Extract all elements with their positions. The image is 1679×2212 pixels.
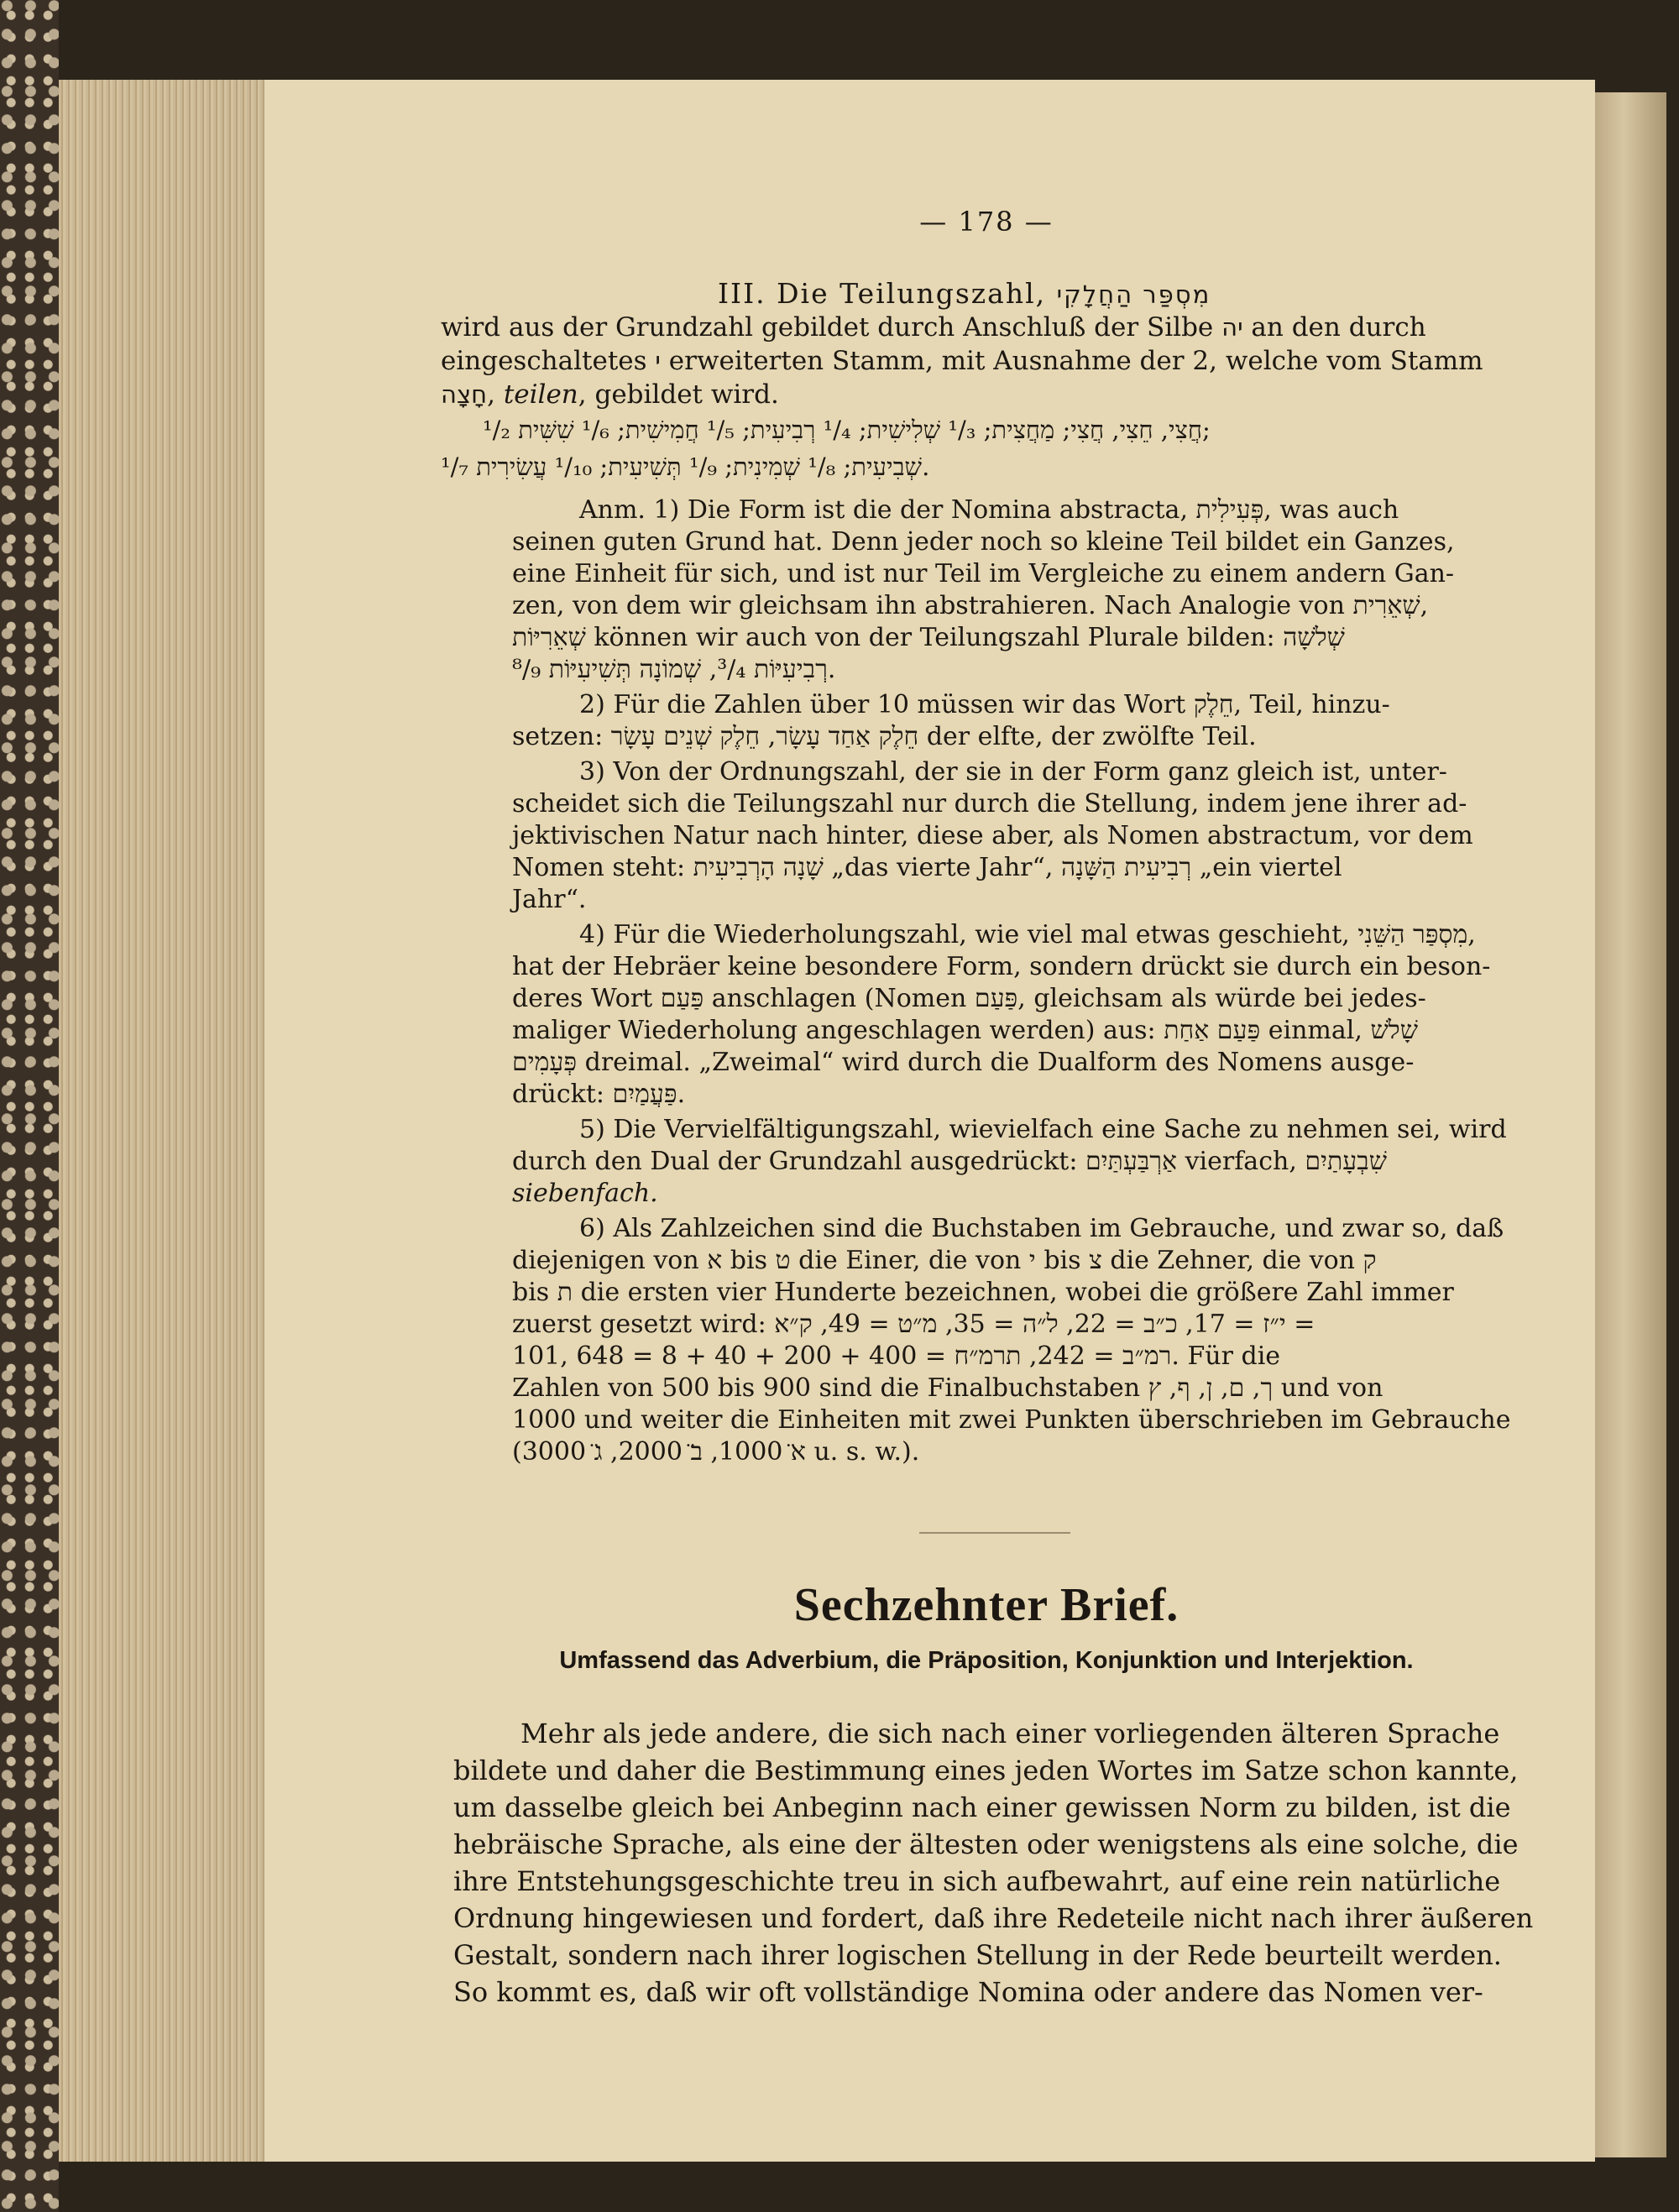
note-line: bis ת die ersten vier Hunderte bezeichnen, wobei die größere Zahl immer: [512, 1278, 1454, 1307]
body-line: So kommt es, daß wir oft vollständige Nomina oder andere das Nomen ver-: [453, 1976, 1483, 2008]
note-line: seinen guten Grund hat. Denn jeder noch so kleine Teil bildet ein Ganzes,: [512, 527, 1455, 557]
section-line: eingeschaltetes י erweiterten Stamm, mit Ausnahme der 2, welche vom Stamm: [441, 346, 1483, 376]
note-line: scheidet sich die Teilungszahl nur durch die Stellung, indem jene ihrer ad-: [512, 789, 1467, 818]
note-line: 2) Für die Zahlen über 10 müssen wir das Wort חֵלֶק, Teil, hinzu-: [579, 690, 1390, 719]
note-line: שְׁאֵרִיּוֹת können wir auch von der Teilungszahl Plurale bilden: שְׁלֹשָׁה: [512, 623, 1345, 652]
note-line: Zahlen von 500 bis 900 sind die Finalbuchstaben ך, ם, ן, ף, ץ und von: [512, 1373, 1383, 1403]
page-number: — 178 —: [919, 206, 1054, 238]
fraction-list: ¹/₇ שְׁבִיעִית; ¹/₈ שְׁמִינִית; ¹/₉ תְּשִׁיעִית; ¹/₁₀ עֲשִׂירִית.: [441, 452, 930, 481]
note-line: Jahr“.: [512, 885, 587, 914]
body-line: um dasselbe gleich bei Anbeginn nach einer gewissen Norm zu bilden, ist die: [453, 1791, 1511, 1823]
note-line: 6) Als Zahlzeichen sind die Buchstaben im Gebrauche, und zwar so, daß: [579, 1214, 1504, 1243]
note-line: 3) Von der Ordnungszahl, der sie in der Form ganz gleich ist, unter-: [579, 757, 1447, 787]
facing-page-edge: [1595, 92, 1666, 2157]
note-line: 4) Für die Wiederholungszahl, wie viel mal etwas geschieht, מִסְפַּר הַשֵּׁנִי,: [579, 920, 1476, 949]
note-line: Anm. 1) Die Form ist die der Nomina abstracta, פְּעִילִית, was auch: [579, 495, 1399, 525]
note-line: drückt: פַּעֲמַיִם.: [512, 1080, 686, 1109]
body-line: Mehr als jede andere, die sich nach einer vorliegenden älteren Sprache: [520, 1718, 1500, 1749]
note-line: 1000 und weiter die Einheiten mit zwei Punkten überschrieben im Gebrauche: [512, 1405, 1511, 1435]
note-line: eine Einheit für sich, und ist nur Teil im Vergleiche zu einem andern Gan-: [512, 559, 1455, 588]
section-line: wird aus der Grundzahl gebildet durch Anschluß der Silbe יה an den durch: [441, 312, 1426, 343]
note-line: siebenfach.: [512, 1179, 658, 1208]
note-line: diejenigen von א bis ט die Einer, die von י bis צ die Zehner, die von ק: [512, 1246, 1377, 1275]
note-line: 101, רמ״ב = 242, תרמ״ח = 400 + 200 + 40 + 8 = 648. Für die: [512, 1341, 1281, 1371]
note-line: רְבִיעִיּוֹת ³/₄, שְׁמוֹנָה תְּשִׁיעִיּוֹת ⁸/₉.: [512, 655, 836, 684]
section-heading: III. Die Teilungszahl, מִסְפַּר הַחֲלָקִי: [718, 277, 1211, 310]
body-line: Ordnung hingewiesen und fordert, daß ihre Redeteile nicht nach ihrer äußeren: [453, 1902, 1534, 1934]
note-line: setzen: חֵלֶק אַחַד עָשָׂר, חֵלֶק שְׁנֵים עָשָׂר der elfte, der zwölfte Teil.: [512, 722, 1257, 751]
chapter-title: Sechzehnter Brief.: [793, 1579, 1179, 1631]
page-edges: [59, 80, 266, 2162]
note-line: 5) Die Vervielfältigungszahl, wievielfach eine Sache zu nehmen sei, wird: [579, 1115, 1507, 1144]
body-line: bildete und daher die Bestimmung eines jeden Wortes im Satze schon kannte,: [453, 1754, 1519, 1786]
note-line: maliger Wiederholung angeschlagen werden) aus: פַּעַם אַחַת einmal, שָׁלֹשׁ: [512, 1016, 1418, 1045]
section-line: חָצָה, teilen, gebildet wird.: [441, 379, 779, 410]
body-line: Gestalt, sondern nach ihrer logischen Stellung in der Rede beurteilt werden.: [453, 1939, 1502, 1971]
note-line: zen, von dem wir gleichsam ihn abstrahieren. Nach Analogie von שְׁאֵרִית,: [512, 591, 1429, 620]
body-line: ihre Entstehungsgeschichte treu in sich aufbewahrt, auf eine rein natürliche: [453, 1865, 1501, 1897]
body-line: hebräische Sprache, als eine der ältesten oder wenigstens als eine solche, die: [453, 1828, 1519, 1860]
note-line: zuerst gesetzt wird: י״ז = 17, כ״ב = 22, ל״ה = 35, מ״ט = 49, ק״א =: [512, 1310, 1315, 1339]
note-line: deres Wort פַּעַם anschlagen (Nomen פַּעַם, gleichsam als würde bei jedes-: [512, 984, 1426, 1013]
note-line: hat der Hebräer keine besondere Form, sondern drückt sie durch ein beson-: [512, 952, 1491, 981]
note-line: (א̈ 1000, ב̈ 2000, ג̈ 3000 u. s. w.).: [512, 1437, 920, 1467]
section-divider: [919, 1532, 1070, 1534]
note-line: Nomen steht: שָׁנָה הָרְבִיעִית „das vierte Jahr“, רְבִיעִית הַשָּׁנָה „ein viertel: [512, 853, 1342, 882]
note-line: durch den Dual der Grundzahl ausgedrückt: אַרְבַּעְתַּיִם vierfach, שִׁבְעָתַיִם: [512, 1147, 1387, 1176]
fraction-list: ¹/₂ חֲצִי, חֵצִי, חֲצִי; מַחֲצִית; ¹/₃ שְׁלִישִׁית; ¹/₄ רְבִיעִית; ¹/₅ חֲמִישִׁית; ¹/₆ שִׁשִּׁית;: [483, 416, 1211, 444]
note-line: פְּעָמִים dreimal. „Zweimal“ wird durch die Dualform des Nomens ausge-: [512, 1048, 1415, 1077]
note-line: jektivischen Natur nach hinter, diese aber, als Nomen abstractum, vor dem: [512, 821, 1473, 850]
book-binding: [0, 0, 59, 2212]
section-heading-hebrew: מִסְפַּר הַחֲלָקִי: [1056, 280, 1211, 309]
chapter-subtitle: Umfassend das Adverbium, die Präposition, Konjunktion und Interjektion.: [559, 1647, 1414, 1674]
